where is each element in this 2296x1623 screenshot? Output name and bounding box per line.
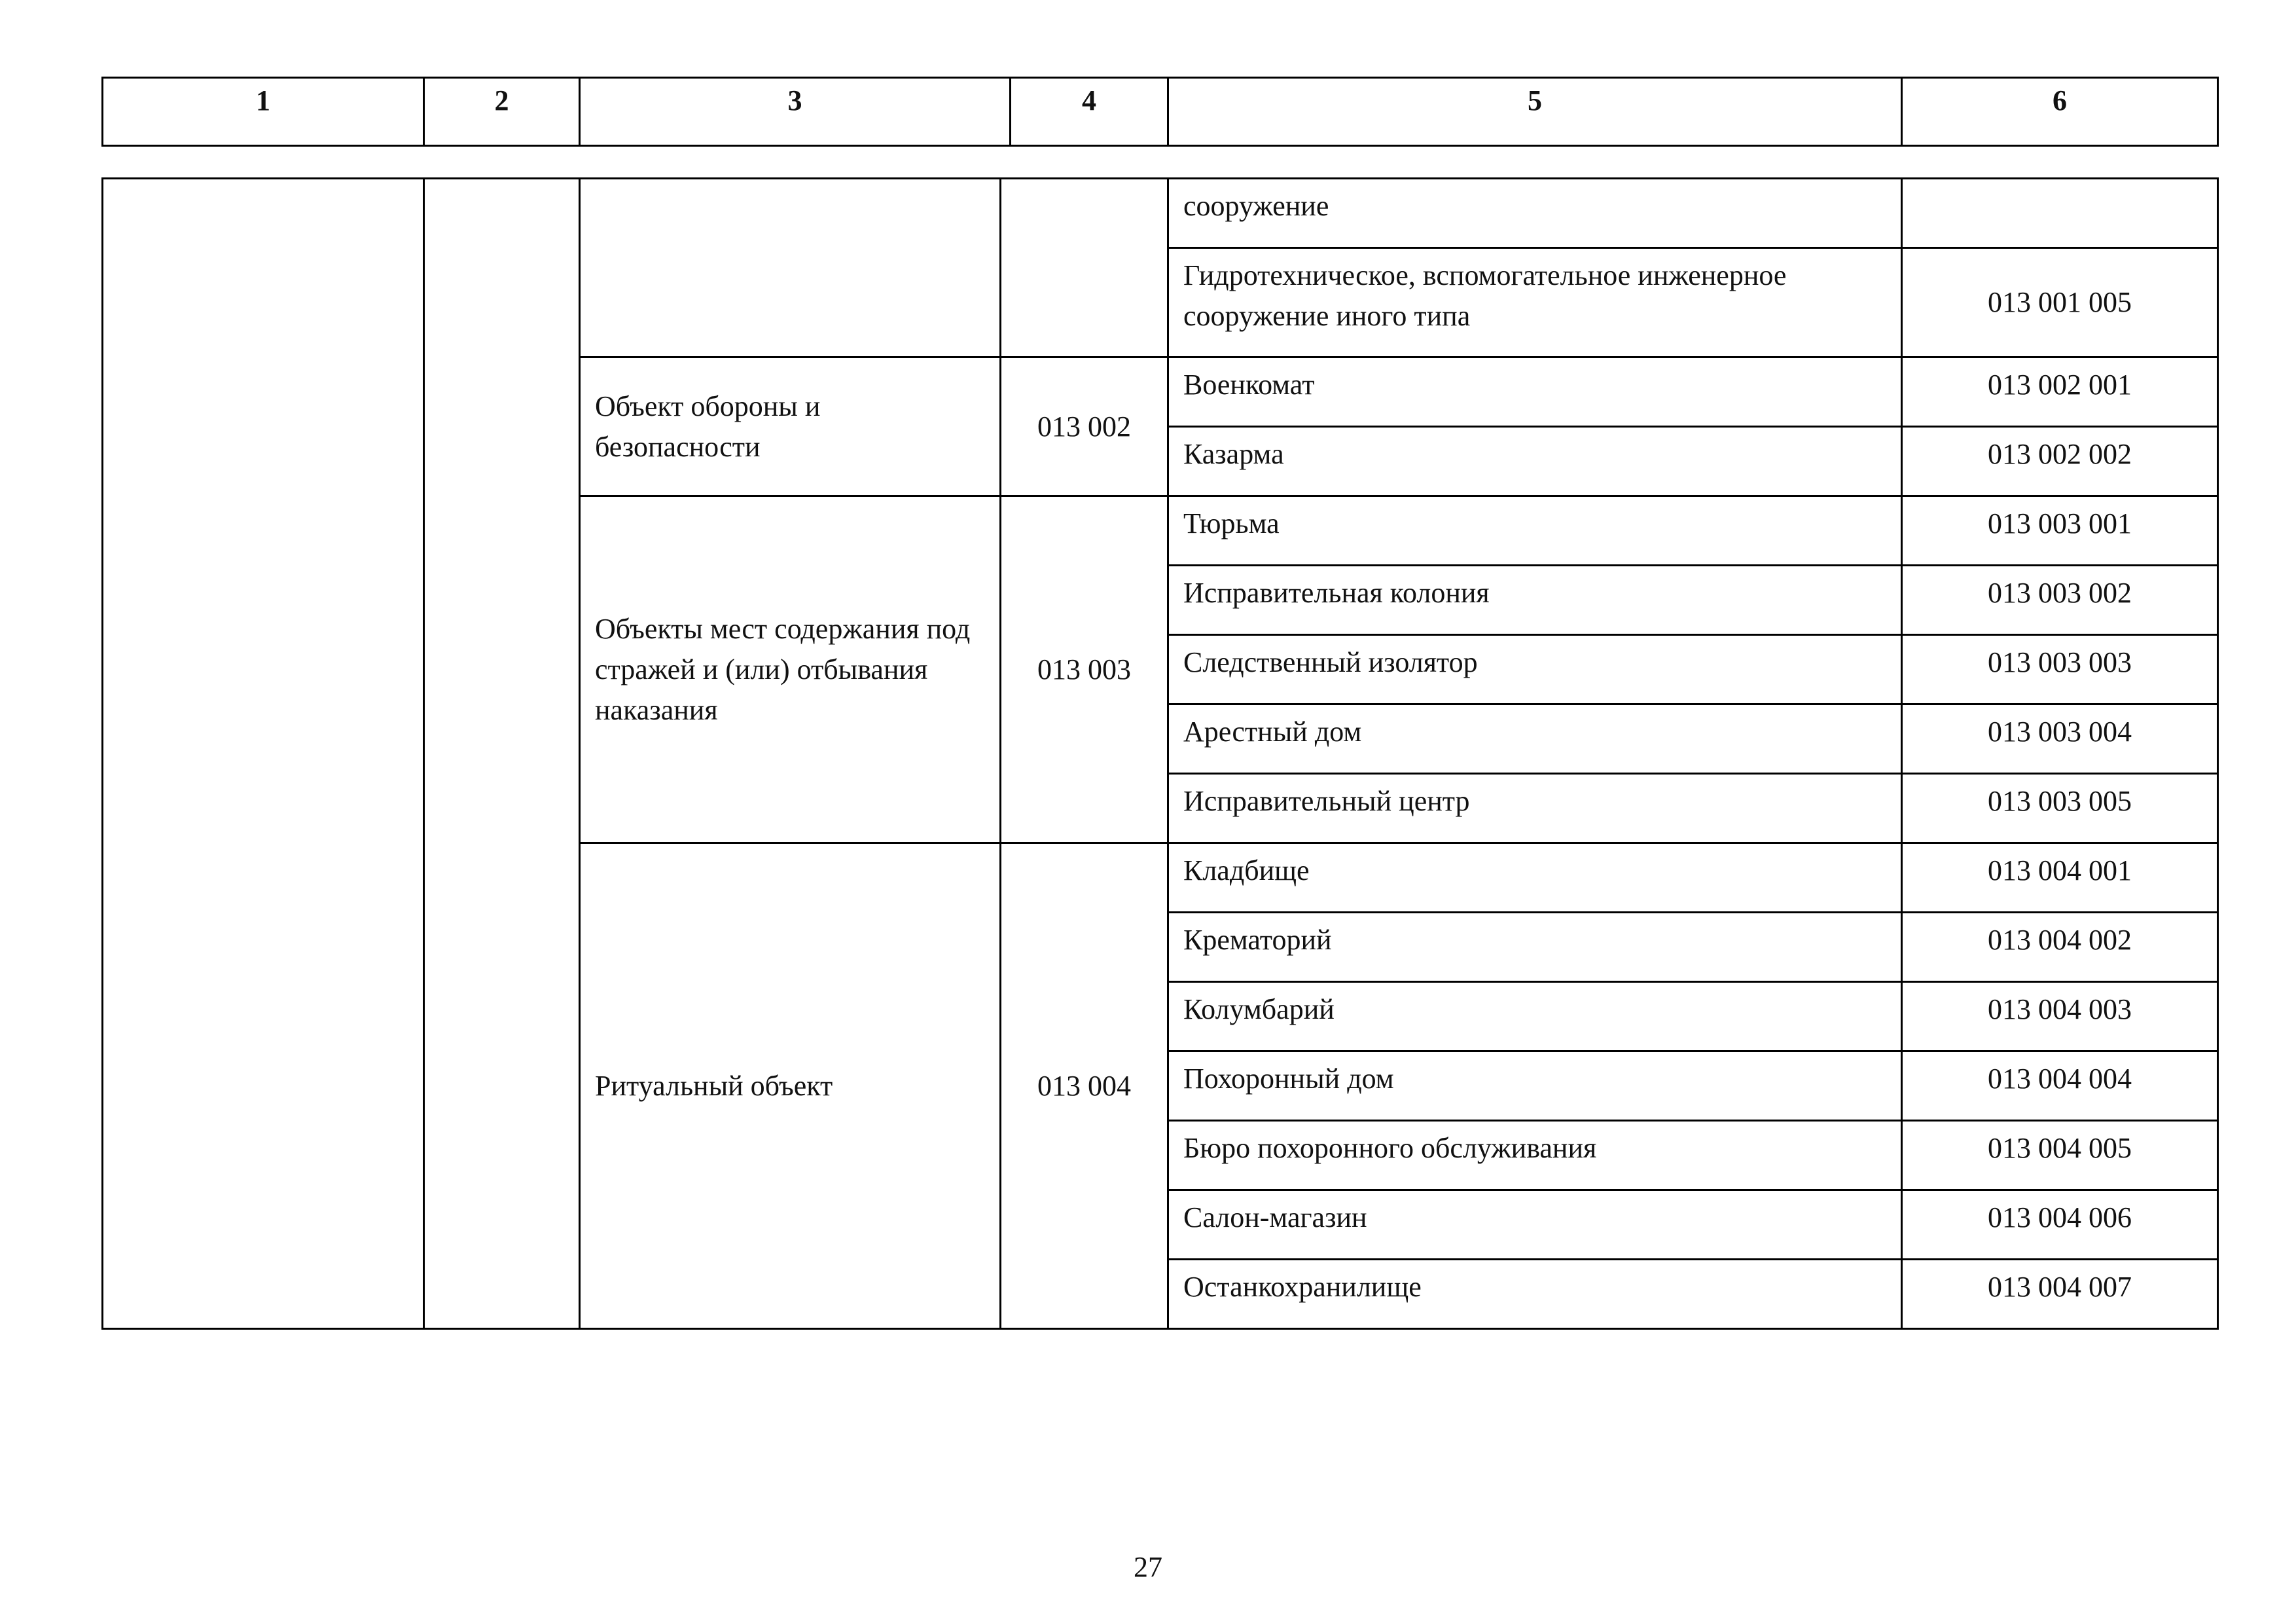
classifier-table: [101, 177, 2219, 1330]
object-code: 013 002 001: [1902, 357, 2218, 427]
group-code: 013 002: [1001, 357, 1168, 496]
table-row: [103, 179, 2218, 248]
object-name: Салон-магазин: [1168, 1190, 1902, 1260]
object-code: 013 004 003: [1902, 982, 2218, 1051]
object-name: Гидротехническое, вспомогательное инженерное сооружение иного типа: [1168, 248, 1902, 357]
object-name: Колумбарий: [1168, 982, 1902, 1051]
header-col-2: 2: [424, 78, 580, 146]
object-code: [1902, 179, 2218, 248]
page-number: 27: [1134, 1551, 1162, 1583]
object-name: Тюрьма: [1168, 496, 1902, 566]
column-number-header: [101, 77, 2219, 147]
object-name: Кладбище: [1168, 843, 1902, 913]
object-name: Военкомат: [1168, 357, 1902, 427]
object-name: Арестный дом: [1168, 704, 1902, 774]
object-name: Исправительная колония: [1168, 566, 1902, 635]
group-title: Ритуальный объект: [580, 843, 1001, 1329]
group-title: Объекты мест содержания под стражей и (или) отбывания наказания: [580, 496, 1001, 843]
header-col-5: 5: [1168, 78, 1902, 146]
object-code: 013 004 007: [1902, 1260, 2218, 1329]
object-name: сооружение: [1168, 179, 1902, 248]
object-name: Казарма: [1168, 427, 1902, 496]
object-code: 013 001 005: [1902, 248, 2218, 357]
object-code: 013 004 002: [1902, 913, 2218, 982]
object-name: Крематорий: [1168, 913, 1902, 982]
object-code: 013 004 001: [1902, 843, 2218, 913]
col-3-cell: [580, 179, 1001, 357]
group-code: 013 004: [1001, 843, 1168, 1329]
object-code: 013 003 005: [1902, 774, 2218, 843]
object-name: Останкохранилище: [1168, 1260, 1902, 1329]
group-code: 013 003: [1001, 496, 1168, 843]
col-2-cell: [424, 179, 580, 1329]
object-code: 013 004 005: [1902, 1121, 2218, 1190]
object-code: 013 004 004: [1902, 1051, 2218, 1121]
col-4-cell: [1001, 179, 1168, 357]
object-name: Исправительный центр: [1168, 774, 1902, 843]
object-code: 013 003 004: [1902, 704, 2218, 774]
object-name: Похоронный дом: [1168, 1051, 1902, 1121]
object-code: 013 002 002: [1902, 427, 2218, 496]
object-code: 013 004 006: [1902, 1190, 2218, 1260]
header-col-4: 4: [1011, 78, 1168, 146]
group-title: Объект обороны и безопасности: [580, 357, 1001, 496]
object-code: 013 003 002: [1902, 566, 2218, 635]
header-col-1: 1: [103, 78, 424, 146]
object-name: Бюро похоронного обслуживания: [1168, 1121, 1902, 1190]
col-1-cell: [103, 179, 424, 1329]
object-code: 013 003 003: [1902, 635, 2218, 704]
header-col-3: 3: [580, 78, 1011, 146]
object-name: Следственный изолятор: [1168, 635, 1902, 704]
header-col-6: 6: [1902, 78, 2218, 146]
object-code: 013 003 001: [1902, 496, 2218, 566]
